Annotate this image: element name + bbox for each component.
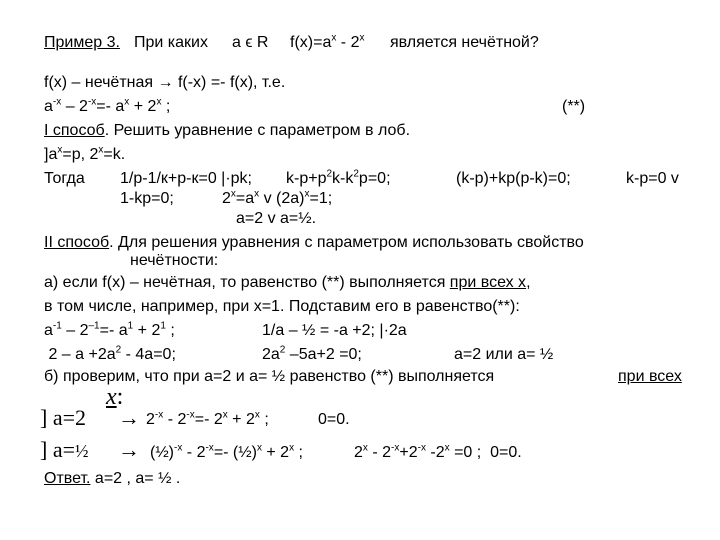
title-tail: является нечётной?	[390, 34, 539, 51]
line-14-right: при всех	[618, 368, 682, 385]
line-13-part-1: $2 - a +2a^2 - 4a=0$;	[44, 344, 176, 363]
method-1: I способ. Решить уравнение с параметром в лоб.	[44, 122, 411, 139]
variable-x: x:	[106, 384, 124, 410]
case-a2: ] a=2	[40, 405, 86, 430]
line-17-result: $2^x - 2^{-x}+2^{-x}$ $-2^x =0$ ; 0=0.	[354, 442, 522, 461]
line-5-part-2: $k-p+p^2k-k^2p=0$;	[286, 168, 391, 187]
function-text: $f(x)=a^x - 2^x$	[290, 32, 365, 51]
line-7-text: a=2 v a=½.	[236, 210, 317, 227]
line-9-text: нечётности:	[130, 252, 219, 269]
line-6-part-1: 1-kp=0;	[120, 190, 174, 207]
line-12-part-2: 1/a – ½ = -a +2; |·2a	[262, 322, 407, 339]
line-14-text: б) проверим, что при a=2 и a= ½ равенство (**) выполняется	[44, 368, 495, 385]
line-5-part-3: (k-p)+kp(p-k)=0;	[456, 170, 571, 187]
equation-mark: (**)	[562, 98, 586, 115]
example-label: Пример 3.	[44, 34, 120, 51]
line-5-part-4: k-p=0 v	[626, 170, 679, 187]
line-10-text: а) если f(x) – нечётная, то равенство (**) выполняется при всех х,	[44, 274, 531, 291]
line-2-equation: $a^{-x} - 2^{-x}=-$ $a^x + 2^x$ ;	[44, 96, 171, 115]
arrow-2: →	[118, 437, 140, 462]
line-12-equation: $a^{-1} - 2^{-1}=-$ $a^1 + 2^1$ ;	[44, 320, 175, 339]
line-11-text: в том числе, например, при х=1. Подставим его в равенство(**):	[44, 298, 520, 315]
arrow-1: →	[118, 405, 140, 430]
question-text: При каких	[134, 34, 208, 51]
case-a-half: ] a=½	[40, 437, 89, 462]
line-13-part-2: $2a^2$ –5a+2 =0;	[262, 344, 362, 363]
line-4-text: ]$a^x=p$, $2^x=k$.	[44, 144, 126, 163]
line-17-equation: (½)$^{-x}$ - $2^{-x}=-$ (½)$^x$ + $2^x$ ;	[150, 442, 303, 461]
line-13-part-3: a=2 или a= ½	[454, 346, 554, 363]
answer: Ответ. a=2 , a= ½ .	[44, 470, 181, 487]
condition-text: a ϵ R	[232, 34, 269, 51]
line-16-equation: $2^{-x} - 2^{-x}=-$ $2^x + 2^x$ ;	[146, 409, 269, 428]
togda-word: Тогда	[44, 170, 85, 187]
line-1-text: f(x) – нечётная → f(-x) =- f(x), т.е.	[44, 74, 286, 91]
line-16-result: 0=0.	[318, 411, 350, 428]
line-6-part-2: $2^x=a^x$ v $(2a)^x=1$;	[222, 188, 333, 207]
method-2: II способ. Для решения уравнения с параметром использовать свойство	[44, 234, 584, 251]
line-5-part-1: 1/p-1/к+p-к=0 |·pk;	[120, 170, 252, 187]
